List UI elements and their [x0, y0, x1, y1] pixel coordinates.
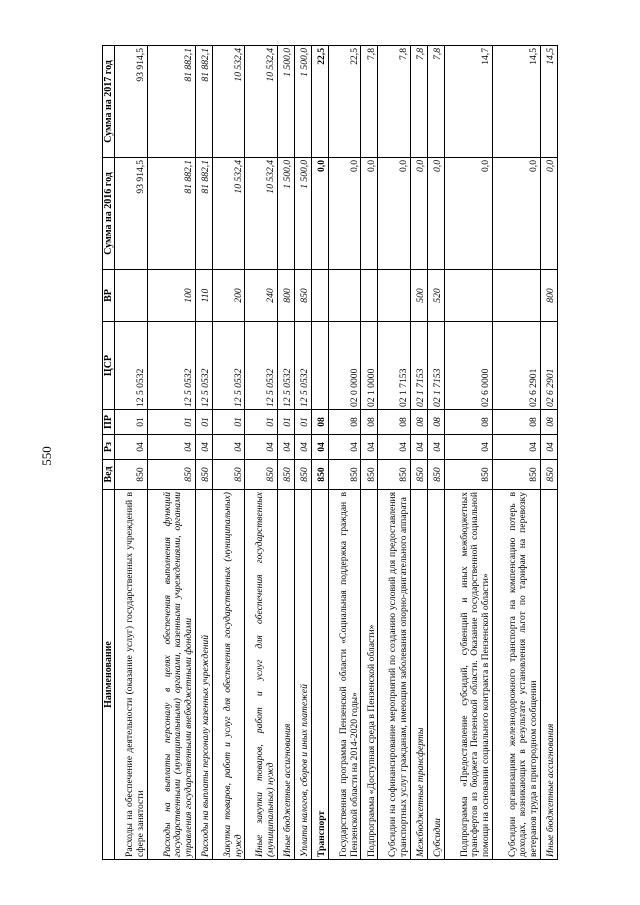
row-sum-2017: 7,8	[361, 46, 378, 158]
row-csr: 12 5 0532	[195, 322, 212, 410]
row-sum-2017: 1 500,0	[294, 46, 311, 158]
table-row	[410, 46, 427, 860]
row-sum-2017: 7,8	[378, 46, 411, 158]
header-csr: ЦСР	[103, 322, 115, 410]
row-rz: 04	[540, 435, 557, 460]
row-sum-2017: 22,5	[311, 46, 328, 158]
table-row	[147, 46, 195, 860]
row-ved: 850	[492, 460, 540, 490]
table-row	[212, 46, 245, 860]
row-name: Подпрограмма «Предоставление субсидий, субвенций и иных межбюджетных трансфертов из бюджета Пензенской области. Оказание государственной социальной помощи на основании социального контракта в Пензенской области»	[444, 490, 492, 860]
row-ved: 850	[115, 460, 148, 490]
row-name: Расходы на обеспечение деятельности (оказание услуг) государственных учреждений в сфере занятости	[115, 490, 148, 860]
row-sum-2017: 10 532,4	[245, 46, 278, 158]
row-vr: 520	[427, 270, 444, 322]
row-name: Субсидии на софинансирование мероприятий по созданию условий для предоставления транспортных услуг гражданам, имеющим заболевания опорно-двигательного аппарата	[378, 490, 411, 860]
table-row	[444, 46, 492, 860]
row-ved: 850	[147, 460, 195, 490]
row-pr: 01	[212, 410, 245, 435]
row-sum-2017: 81 882,1	[195, 46, 212, 158]
header-name: Наименование	[103, 490, 115, 860]
row-sum-2017: 14,7	[444, 46, 492, 158]
row-vr	[361, 270, 378, 322]
row-rz: 04	[311, 435, 328, 460]
row-rz: 04	[245, 435, 278, 460]
row-sum-2017: 7,8	[427, 46, 444, 158]
row-rz: 04	[378, 435, 411, 460]
header-rz: Рз	[103, 435, 115, 460]
row-name: Закупка товаров, работ и услуг для обеспечения государственных (муниципальных) нужд	[212, 490, 245, 860]
row-vr	[492, 270, 540, 322]
table-row	[294, 46, 311, 860]
row-sum-2016: 81 882,1	[195, 158, 212, 270]
table-row	[245, 46, 278, 860]
row-pr: 08	[492, 410, 540, 435]
row-pr: 08	[328, 410, 361, 435]
row-csr: 02 6 0000	[444, 322, 492, 410]
row-ved: 850	[212, 460, 245, 490]
row-sum-2017: 81 882,1	[147, 46, 195, 158]
row-csr	[311, 322, 328, 410]
row-csr: 12 5 0532	[147, 322, 195, 410]
row-sum-2016: 0,0	[444, 158, 492, 270]
row-ved: 850	[277, 460, 294, 490]
row-ved: 850	[427, 460, 444, 490]
row-sum-2016: 0,0	[492, 158, 540, 270]
row-pr: 08	[378, 410, 411, 435]
row-name: Межбюджетные трансферты	[410, 490, 427, 860]
row-sum-2017: 14,5	[540, 46, 557, 158]
header-ved: Вед	[103, 460, 115, 490]
row-vr	[378, 270, 411, 322]
row-pr: 01	[245, 410, 278, 435]
row-sum-2016: 0,0	[311, 158, 328, 270]
row-sum-2016: 10 532,4	[245, 158, 278, 270]
row-ved: 850	[195, 460, 212, 490]
row-pr: 01	[277, 410, 294, 435]
row-ved: 850	[294, 460, 311, 490]
row-vr: 500	[410, 270, 427, 322]
rotated-table-container	[102, 46, 558, 860]
row-vr: 100	[147, 270, 195, 322]
row-sum-2016: 0,0	[410, 158, 427, 270]
row-sum-2016: 1 500,0	[277, 158, 294, 270]
row-sum-2017: 22,5	[328, 46, 361, 158]
table-row	[427, 46, 444, 860]
table-row	[115, 46, 148, 860]
table-row	[328, 46, 361, 860]
row-pr: 08	[444, 410, 492, 435]
row-name: Государственная программа Пензенской области «Социальная поддержка граждан в Пензенской области на 2014-2020 годы»	[328, 490, 361, 860]
row-ved: 850	[444, 460, 492, 490]
header-sum-2016: Сумма на 2016 год	[103, 158, 115, 270]
row-vr: 200	[212, 270, 245, 322]
row-sum-2017: 93 914,5	[115, 46, 148, 158]
header-pr: ПР	[103, 410, 115, 435]
row-vr: 850	[294, 270, 311, 322]
row-rz: 04	[115, 435, 148, 460]
row-name: Расходы на выплаты персоналу казенных учреждений	[195, 490, 212, 860]
row-sum-2017: 10 532,4	[212, 46, 245, 158]
row-name: Уплата налогов, сборов и иных платежей	[294, 490, 311, 860]
table-row	[311, 46, 328, 860]
row-csr: 12 5 0532	[245, 322, 278, 410]
row-rz: 04	[294, 435, 311, 460]
row-sum-2016: 1 500,0	[294, 158, 311, 270]
row-pr: 08	[427, 410, 444, 435]
row-name: Подпрограмма «Доступная среда в Пензенской области»	[361, 490, 378, 860]
row-csr: 12 5 0532	[294, 322, 311, 410]
row-csr: 12 5 0532	[212, 322, 245, 410]
row-rz: 04	[195, 435, 212, 460]
table-row	[492, 46, 540, 860]
row-rz: 04	[410, 435, 427, 460]
row-sum-2016: 93 914,5	[115, 158, 148, 270]
table-row	[361, 46, 378, 860]
header-sum-2017: Сумма на 2017 год	[103, 46, 115, 158]
row-sum-2017: 7,8	[410, 46, 427, 158]
row-ved: 850	[311, 460, 328, 490]
table-row	[195, 46, 212, 860]
row-vr	[328, 270, 361, 322]
row-rz: 04	[444, 435, 492, 460]
row-vr: 110	[195, 270, 212, 322]
row-csr: 12 5 0532	[277, 322, 294, 410]
table-header-row	[103, 46, 115, 860]
row-sum-2017: 1 500,0	[277, 46, 294, 158]
row-rz: 04	[427, 435, 444, 460]
row-csr: 12 5 0532	[115, 322, 148, 410]
row-sum-2017: 14,5	[492, 46, 540, 158]
row-vr: 800	[277, 270, 294, 322]
row-csr: 02 1 7153	[427, 322, 444, 410]
table-row	[277, 46, 294, 860]
table-body	[115, 46, 558, 860]
row-rz: 04	[277, 435, 294, 460]
row-sum-2016: 0,0	[361, 158, 378, 270]
row-name: Субсидии организациям железнодорожного транспорта на компенсацию потерь в доходах, возникающих в результате установления льгот по тарифам на перевозку ветеранов труда в пригородном сообщении	[492, 490, 540, 860]
row-pr: 01	[115, 410, 148, 435]
row-csr: 02 6 2901	[492, 322, 540, 410]
table-row	[540, 46, 557, 860]
row-name: Иные закупки товаров, работ и услуг для обеспечения государственных (муниципальных) нужд	[245, 490, 278, 860]
header-vr: ВР	[103, 270, 115, 322]
row-sum-2016: 0,0	[540, 158, 557, 270]
row-rz: 04	[147, 435, 195, 460]
row-vr	[115, 270, 148, 322]
row-name: Иные бюджетные ассигнования	[540, 490, 557, 860]
row-ved: 850	[410, 460, 427, 490]
row-ved: 850	[328, 460, 361, 490]
row-ved: 850	[361, 460, 378, 490]
budget-table	[102, 45, 558, 860]
row-pr: 08	[410, 410, 427, 435]
row-vr	[311, 270, 328, 322]
row-sum-2016: 0,0	[378, 158, 411, 270]
row-csr: 02 6 2901	[540, 322, 557, 410]
row-csr: 02 0 0000	[328, 322, 361, 410]
row-name: Расходы на выплаты персоналу в целях обеспечения выполнения функций государственными (муниципальными) органами, казенными учреждениями, органами управления государственными внебюджетными фондами	[147, 490, 195, 860]
row-pr: 08	[361, 410, 378, 435]
row-vr: 240	[245, 270, 278, 322]
row-csr: 02 1 7153	[378, 322, 411, 410]
table-row	[378, 46, 411, 860]
row-rz: 04	[361, 435, 378, 460]
row-pr: 01	[294, 410, 311, 435]
row-sum-2016: 81 882,1	[147, 158, 195, 270]
row-sum-2016: 10 532,4	[212, 158, 245, 270]
row-csr: 02 1 7153	[410, 322, 427, 410]
row-sum-2016: 0,0	[328, 158, 361, 270]
row-ved: 850	[245, 460, 278, 490]
row-name: Иные бюджетные ассигнования	[277, 490, 294, 860]
row-pr: 01	[195, 410, 212, 435]
row-rz: 04	[328, 435, 361, 460]
row-name: Транспорт	[311, 490, 328, 860]
page-number: 550	[38, 446, 54, 466]
row-pr: 01	[147, 410, 195, 435]
row-pr: 08	[311, 410, 328, 435]
row-ved: 850	[540, 460, 557, 490]
row-rz: 04	[492, 435, 540, 460]
row-sum-2016: 0,0	[427, 158, 444, 270]
row-vr	[444, 270, 492, 322]
row-name: Субсидии	[427, 490, 444, 860]
row-rz: 04	[212, 435, 245, 460]
row-vr: 800	[540, 270, 557, 322]
row-csr: 02 1 0000	[361, 322, 378, 410]
row-pr: 08	[540, 410, 557, 435]
row-ved: 850	[378, 460, 411, 490]
